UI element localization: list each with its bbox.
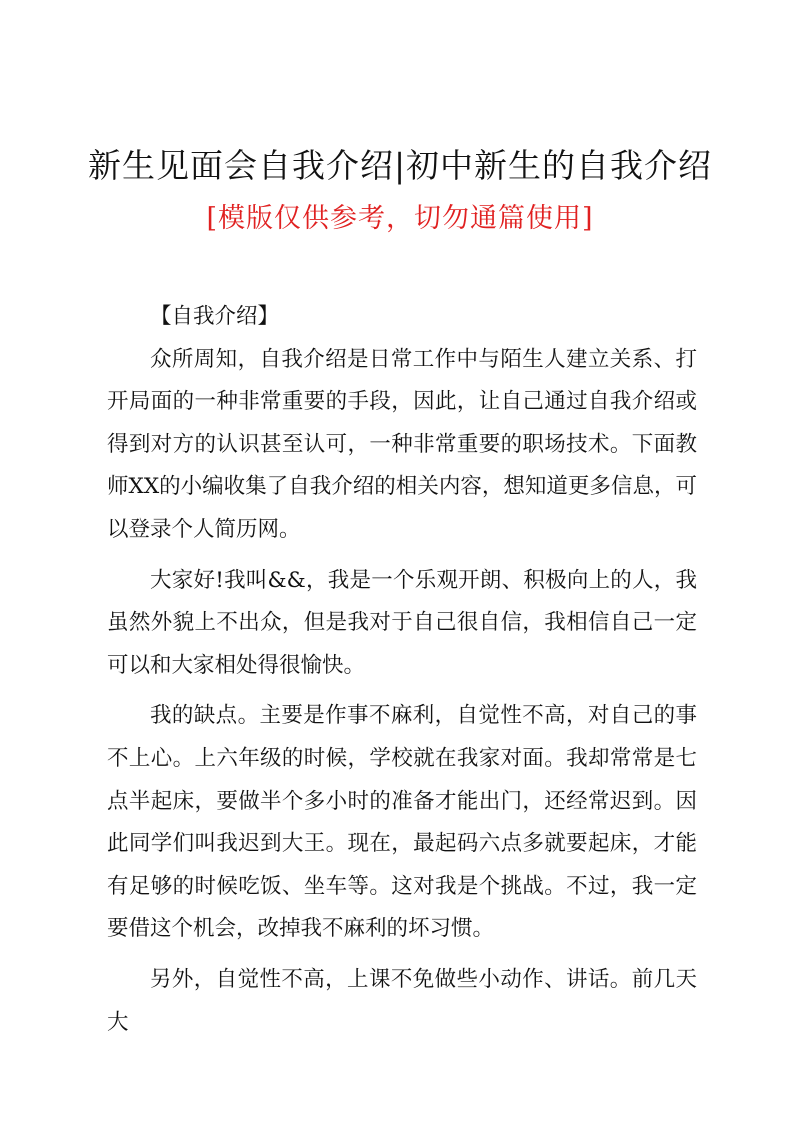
paragraph-shortcomings: 我的缺点。主要是作事不麻利，自觉性不高，对自己的事不上心。上六年级的时候，学校就在我家对面。我却常常是七点半起床，要做半个多小时的准备才能出门，还经常迟到。因此同学们叫我迟到大王。现在，最起码六点多就要起床，才能有足够的时候吃饭、坐车等。这对我是个挑战。不过，我一定要借这个机会，改掉我不麻利的坏习惯。 [107, 703, 697, 942]
paragraph-intro: 众所周知，自我介绍是日常工作中与陌生人建立关系、打开局面的一种非常重要的手段，因此，让自己通过自我介绍或得到对方的认识甚至认可，一种非常重要的职场技术。下面教师XX的小编收集了自我介绍的相关内容，想知道更多信息，可以登录个人简历网。 [107, 346, 697, 542]
document-subtitle: [模版仅供参考，切勿通篇使用] [206, 203, 594, 234]
paragraph-continued: 另外，自觉性不高，上课不免做些小动作、讲话。前几天大 [107, 966, 697, 1035]
paragraph-greeting: 大家好!我叫&&，我是一个乐观开朗、积极向上的人，我虽然外貌上不出众，但是我对于自己很自信，我相信自己一定可以和大家相处得很愉快。 [107, 567, 697, 678]
section-heading: 【自我介绍】 [150, 304, 280, 329]
document-body [107, 296, 697, 1052]
document-title: 新生见面会自我介绍|初中新生的自我介绍 [87, 146, 713, 185]
